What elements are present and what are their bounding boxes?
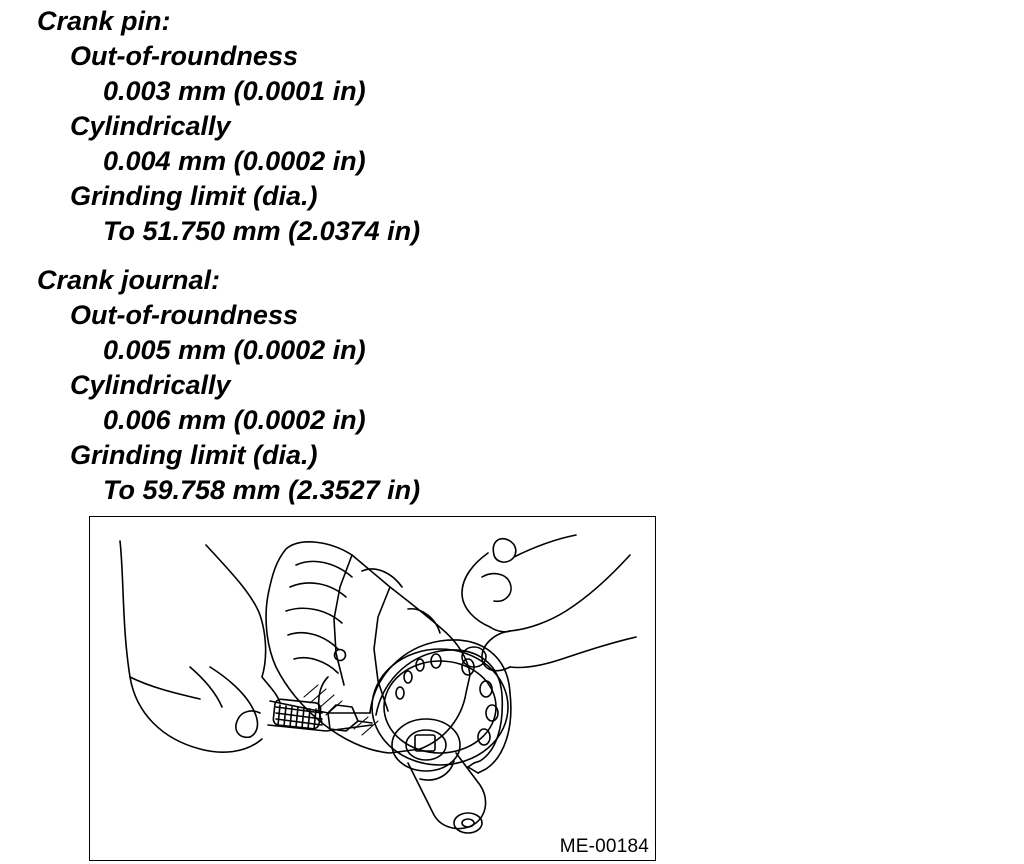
crank-journal-grinding-limit-label: Grinding limit (dia.) [70,440,318,470]
micrometer-spindle [268,699,372,731]
figure-code-label: ME-00184 [559,836,649,857]
section-gap [37,249,420,263]
crank-pin-grinding-limit-label: Grinding limit (dia.) [70,181,318,211]
crank-pin-out-of-roundness-label: Out-of-roundness [70,41,298,71]
crank-journal-grinding-limit-value: To 59.758 mm (2.3527 in) [103,475,421,505]
crank-journal-out-of-roundness-value: 0.005 mm (0.0002 in) [103,335,366,365]
left-hand [120,541,280,752]
crank-pin-grinding-limit-value: To 51.750 mm (2.0374 in) [103,216,421,246]
specification-list [37,4,420,508]
crank-journal-out-of-roundness-label: Out-of-roundness [70,300,298,330]
crank-journal-cylindricality-label: Cylindrically [70,370,231,400]
crank-pin-cylindricality-value: 0.004 mm (0.0002 in) [103,146,366,176]
crankshaft-snout [392,719,486,833]
figure-frame [89,516,656,861]
crank-pin-out-of-roundness-value: 0.003 mm (0.0001 in) [103,76,366,106]
crank-journal-heading: Crank journal: [37,265,221,295]
crank-pin-cylindricality-label: Cylindrically [70,111,231,141]
micrometer-crankshaft-illustration-icon [90,517,656,861]
crank-pin-heading: Crank pin: [37,6,171,36]
crank-journal-cylindricality-value: 0.006 mm (0.0002 in) [103,405,366,435]
